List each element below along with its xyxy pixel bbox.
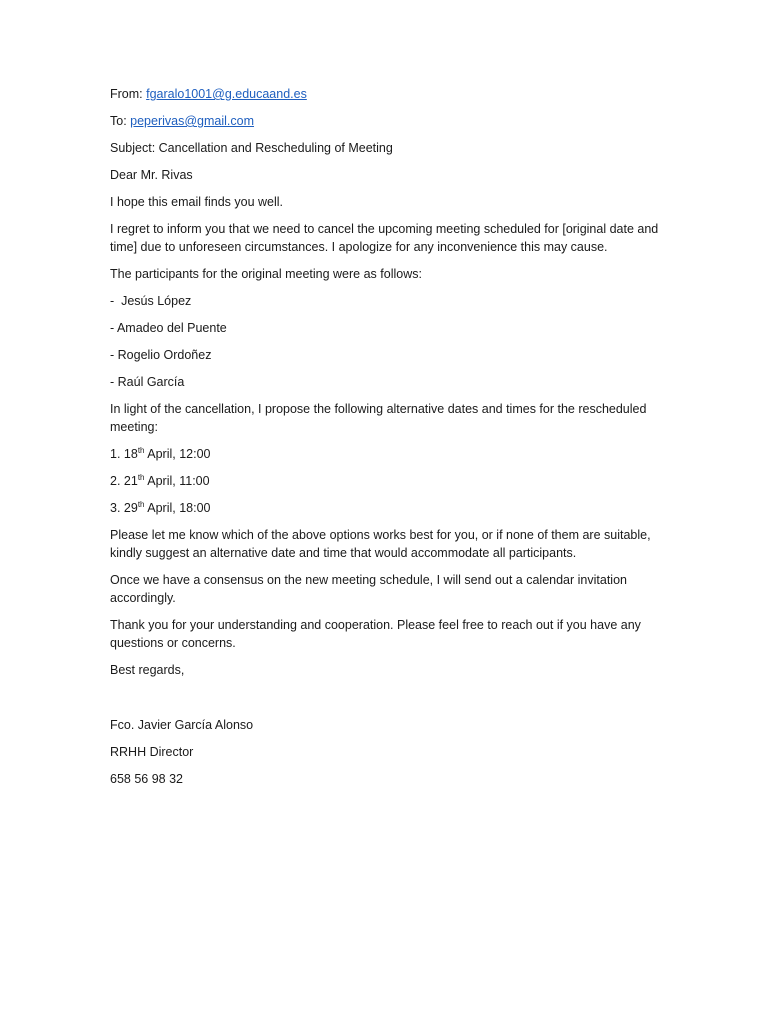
participants-intro: The participants for the original meeting were as follows: xyxy=(110,267,422,281)
closing: Best regards, xyxy=(110,663,185,677)
greeting: Dear Mr. Rivas xyxy=(110,168,193,182)
date-option xyxy=(110,445,660,463)
from-label: From: xyxy=(110,87,147,101)
date-option-suffix: April, 18:00 xyxy=(144,501,211,515)
date-option xyxy=(110,472,660,490)
to-label: To: xyxy=(110,114,131,128)
participant-item: - Amadeo del Puente xyxy=(110,321,227,335)
opening-line: I hope this email finds you well. xyxy=(110,195,284,209)
consensus-paragraph: Once we have a consensus on the new meeting schedule, I will send out a calendar invitation accordingly. xyxy=(110,573,627,605)
signature-phone: 658 56 98 32 xyxy=(110,772,183,786)
signature-title: RRHH Director xyxy=(110,745,194,759)
to-line xyxy=(110,112,660,130)
subject-line: Subject: Cancellation and Rescheduling of Meeting xyxy=(110,141,393,155)
thanks-paragraph: Thank you for your understanding and cooperation. Please feel free to reach out if you have any questions or concerns. xyxy=(110,618,641,650)
date-option-suffix: April, 11:00 xyxy=(144,474,210,488)
date-option-prefix: 3. 29 xyxy=(110,501,138,515)
participant-item: - Raúl García xyxy=(110,375,185,389)
request-paragraph: Please let me know which of the above options works best for you, or if none of them are suitable, kindly suggest an alternative date and time that would accommodate all participants. xyxy=(110,528,651,560)
date-option-ordinal: th xyxy=(137,472,145,482)
date-option-ordinal: th xyxy=(137,499,145,509)
cancellation-paragraph: I regret to inform you that we need to cancel the upcoming meeting scheduled for [original date and time] due to unforeseen circumstances. I apologize for any inconvenience this may cause. xyxy=(110,222,659,254)
date-option-prefix: 2. 21 xyxy=(110,474,138,488)
signature-spacer xyxy=(110,688,660,716)
date-option-ordinal: th xyxy=(137,445,145,455)
from-email-link[interactable]: fgaralo1001@g.educaand.es xyxy=(146,87,307,101)
to-email-link[interactable]: peperivas@gmail.com xyxy=(130,114,255,128)
from-line xyxy=(110,85,660,103)
date-option-prefix: 1. 18 xyxy=(110,447,138,461)
date-option-suffix: April, 12:00 xyxy=(144,447,211,461)
date-option xyxy=(110,499,660,517)
participant-item: - Rogelio Ordoñez xyxy=(110,348,212,362)
signature-name: Fco. Javier García Alonso xyxy=(110,718,254,732)
email-document xyxy=(110,85,660,797)
participant-item: - Jesús López xyxy=(110,294,192,308)
proposal-intro: In light of the cancellation, I propose the following alternative dates and times for the rescheduled meeting: xyxy=(110,402,647,434)
